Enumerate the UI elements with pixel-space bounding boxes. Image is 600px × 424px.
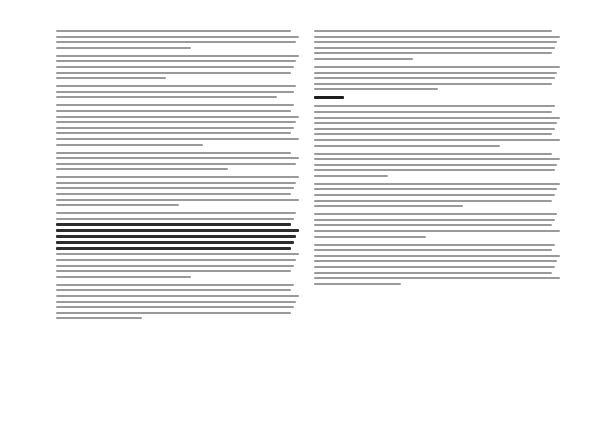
text-line [56,121,296,123]
text-line [314,128,555,130]
text-line [314,175,388,177]
text-line [56,218,294,220]
paragraph [56,30,301,49]
text-line [314,277,560,279]
text-line [314,230,560,232]
text-line [56,60,296,62]
text-line [56,289,291,291]
paragraph [314,30,562,60]
text-line [56,187,294,189]
text-line [314,266,555,268]
text-line [56,235,296,237]
paragraph [56,85,301,98]
text-line [314,133,552,135]
text-line [314,188,557,190]
text-line [56,91,294,93]
text-line [314,96,344,99]
text-line [56,176,299,178]
text-line [56,85,296,87]
paragraph [314,183,562,207]
text-line [56,96,277,98]
text-line [314,47,555,49]
text-line [314,66,560,68]
text-line [314,283,401,285]
text-line [56,144,203,146]
text-line [56,152,291,154]
paragraph [314,213,562,237]
text-line [56,229,299,231]
text-line [56,110,291,112]
text-line [314,117,560,119]
text-line [56,204,179,206]
text-line [56,41,296,43]
text-line [56,317,142,319]
text-line [56,55,299,57]
text-line [314,88,438,90]
text-line [56,265,294,267]
text-line [314,219,555,221]
text-line [314,244,555,246]
text-line [314,105,555,107]
text-line [314,77,555,79]
paragraph [314,244,562,285]
paragraph [56,55,301,79]
text-line [56,193,291,195]
text-line [56,270,291,272]
text-line [56,182,296,184]
text-line [314,200,552,202]
text-line [56,199,299,201]
text-line [56,223,291,225]
paragraph [314,105,562,146]
text-line [56,247,291,249]
paragraph [56,176,301,206]
text-line [314,41,557,43]
text-line [314,122,557,124]
text-line [314,58,413,60]
text-line [314,72,557,74]
text-line [314,145,500,147]
text-line [314,205,463,207]
text-line [56,116,299,118]
text-line [56,127,294,129]
paragraph [56,212,301,277]
text-line [56,212,296,214]
section-heading [314,96,562,99]
text-line [56,301,296,303]
text-line [314,111,552,113]
text-line [56,284,294,286]
text-line [56,163,296,165]
text-line [56,30,291,32]
paragraph [56,284,301,320]
text-line [56,306,294,308]
text-line [56,47,191,49]
paragraph [314,66,562,90]
text-line [56,241,294,243]
paragraph [56,152,301,171]
left-column [56,30,301,325]
text-line [314,272,552,274]
text-line [56,77,166,79]
text-line [56,72,291,74]
text-line [314,158,560,160]
text-line [314,183,560,185]
text-line [314,52,552,54]
paragraph [56,104,301,145]
text-line [314,139,560,141]
text-line [314,255,560,257]
text-line [56,157,299,159]
text-line [314,224,552,226]
paragraph [314,153,562,177]
text-line [314,249,552,251]
text-line [314,153,552,155]
text-line [56,138,299,140]
right-column [314,30,562,291]
text-line [56,168,228,170]
text-line [56,36,299,38]
text-line [56,259,296,261]
text-line [314,169,555,171]
text-line [314,30,552,32]
text-line [56,66,294,68]
text-line [314,83,552,85]
text-line [314,213,557,215]
text-line [56,253,299,255]
text-line [314,164,557,166]
text-line [314,194,555,196]
text-line [314,36,560,38]
text-line [56,132,291,134]
text-line [314,260,557,262]
text-line [56,312,291,314]
text-line [56,104,294,106]
text-line [56,295,299,297]
text-line [56,276,191,278]
text-line [314,236,426,238]
